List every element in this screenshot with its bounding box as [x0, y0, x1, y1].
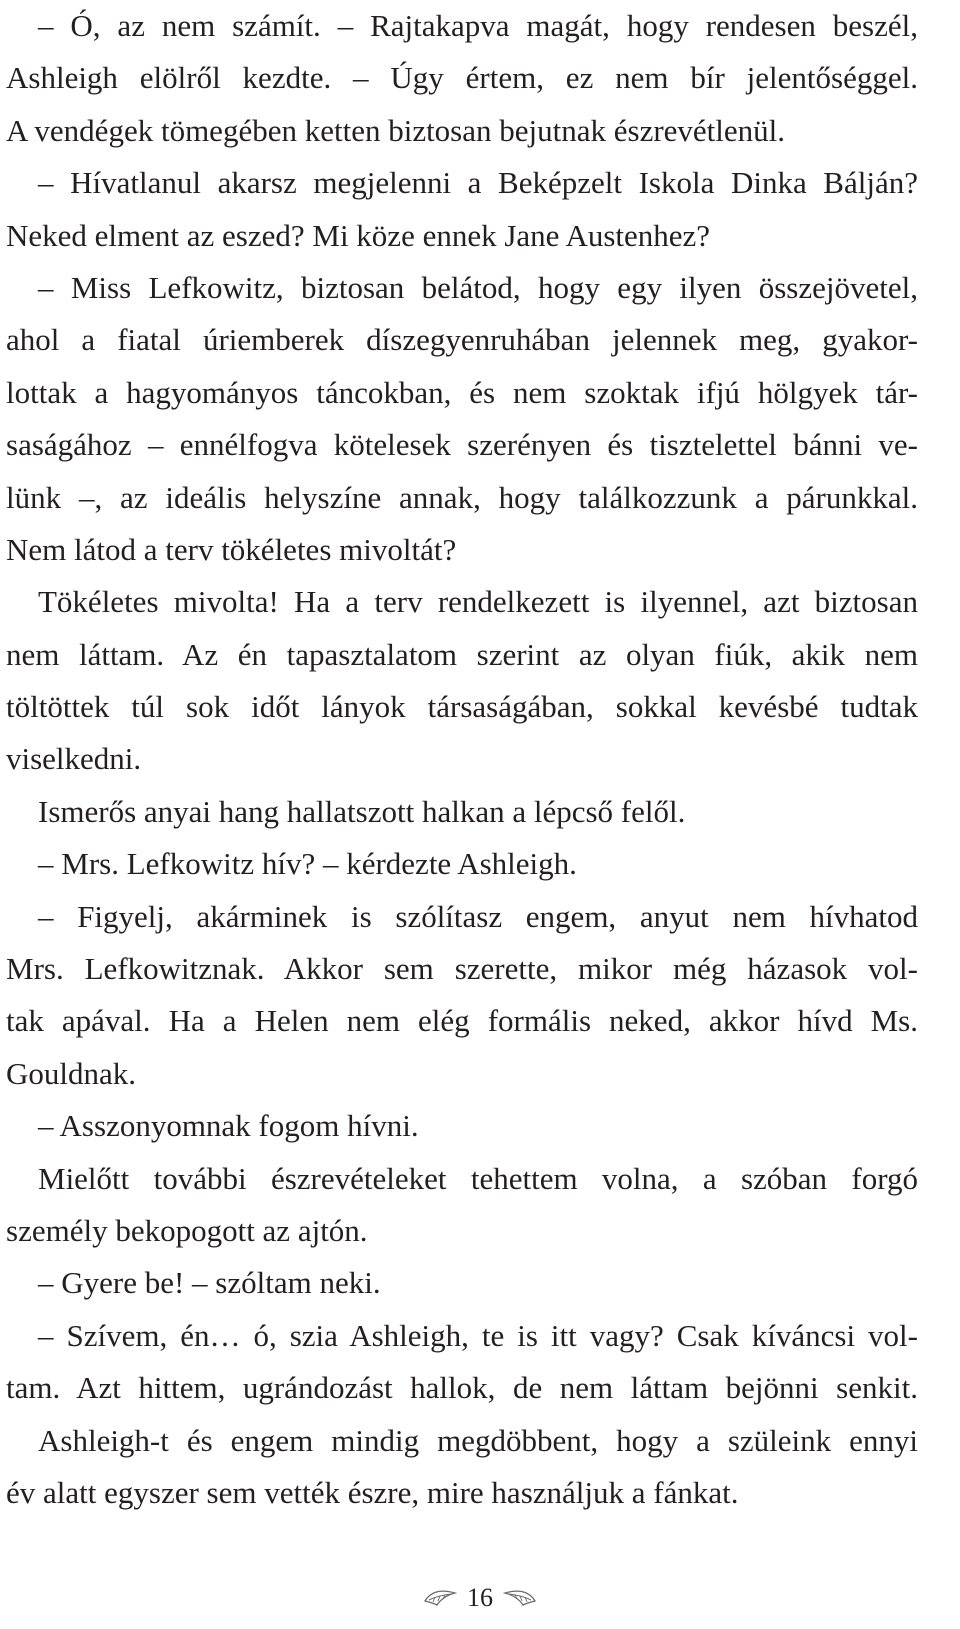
text-line: A vendégek tömegében ketten biztosan bejutnak észrevétlenül.: [6, 112, 786, 148]
text-line: Neked elment az eszed? Mi köze ennek Jane Austenhez?: [6, 217, 711, 253]
text-line: – Gyere be! – szóltam neki.: [38, 1265, 381, 1301]
leaf-ornament-icon: [423, 1587, 457, 1609]
text-line: év alatt egyszer sem vették észre, mire használjuk a fánkat.: [6, 1474, 739, 1510]
text-line: tam. Azt hittem, ugrándozást hallok, de nem láttam bejönni senkit.: [6, 1370, 918, 1406]
text-line: viselkedni.: [6, 741, 142, 777]
text-line: Ashleigh elölről kezdte. – Úgy értem, ez nem bír jelentőséggel.: [6, 60, 918, 96]
text-line: – Szívem, én… ó, szia Ashleigh, te is itt vagy? Csak kíváncsi vol-: [38, 1317, 918, 1353]
text-line: – Miss Lefkowitz, biztosan belátod, hogy egy ilyen összejövetel,: [38, 269, 918, 305]
leaf-ornament-icon: [503, 1587, 537, 1609]
text-line: személy bekopogott az ajtón.: [6, 1212, 368, 1248]
page-number: 16: [467, 1583, 493, 1612]
text-line: – Ó, az nem számít. – Rajtakapva magát, hogy rendesen beszél,: [38, 8, 918, 43]
text-line: tak apával. Ha a Helen nem elég formális neked, akkor hívd Ms.: [6, 1003, 918, 1039]
text-line: Ashleigh-t és engem mindig megdöbbent, hogy a szüleink ennyi: [38, 1422, 918, 1458]
page-footer: [0, 1578, 960, 1618]
text-line: nem láttam. Az én tapasztalatom szerint az olyan fiúk, akik nem: [6, 636, 918, 672]
text-line: ahol a fiatal úriemberek díszegyenruhában jelennek meg, gyakor-: [6, 322, 918, 358]
text-line: Gouldnak.: [6, 1055, 137, 1091]
text-line: – Figyelj, akárminek is szólítasz engem, anyut nem hívhatod: [38, 898, 918, 934]
text-line: lottak a hagyományos táncokban, és nem szoktak ifjú hölgyek tár-: [6, 374, 918, 410]
text-line: Ismerős anyai hang hallatszott halkan a lépcső felől.: [38, 793, 686, 829]
text-line: Nem látod a terv tökéletes mivoltát?: [6, 531, 457, 567]
text-line: – Hívatlanul akarsz megjelenni a Beképzelt Iskola Dinka Bálján?: [38, 165, 918, 201]
text-line: – Mrs. Lefkowitz hív? – kérdezte Ashleigh.: [38, 846, 577, 882]
text-line: lünk –, az ideális helyszíne annak, hogy találkozzunk a párunkkal.: [6, 479, 918, 515]
text-line: töltöttek túl sok időt lányok társaságában, sokkal kevésbé tudtak: [6, 689, 918, 725]
text-line: Mrs. Lefkowitznak. Akkor sem szerette, mikor még házasok vol-: [6, 951, 918, 987]
text-line: Mielőtt további észrevételeket tehettem volna, a szóban forgó: [38, 1160, 918, 1196]
body-text: [6, 0, 918, 1519]
text-line: – Asszonyomnak fogom hívni.: [38, 1108, 419, 1144]
text-line: saságához – ennélfogva kötelesek szerényen és tisztelettel bánni ve-: [6, 427, 918, 463]
text-line: Tökéletes mivolta! Ha a terv rendelkezett is ilyennel, azt biztosan: [38, 584, 918, 620]
